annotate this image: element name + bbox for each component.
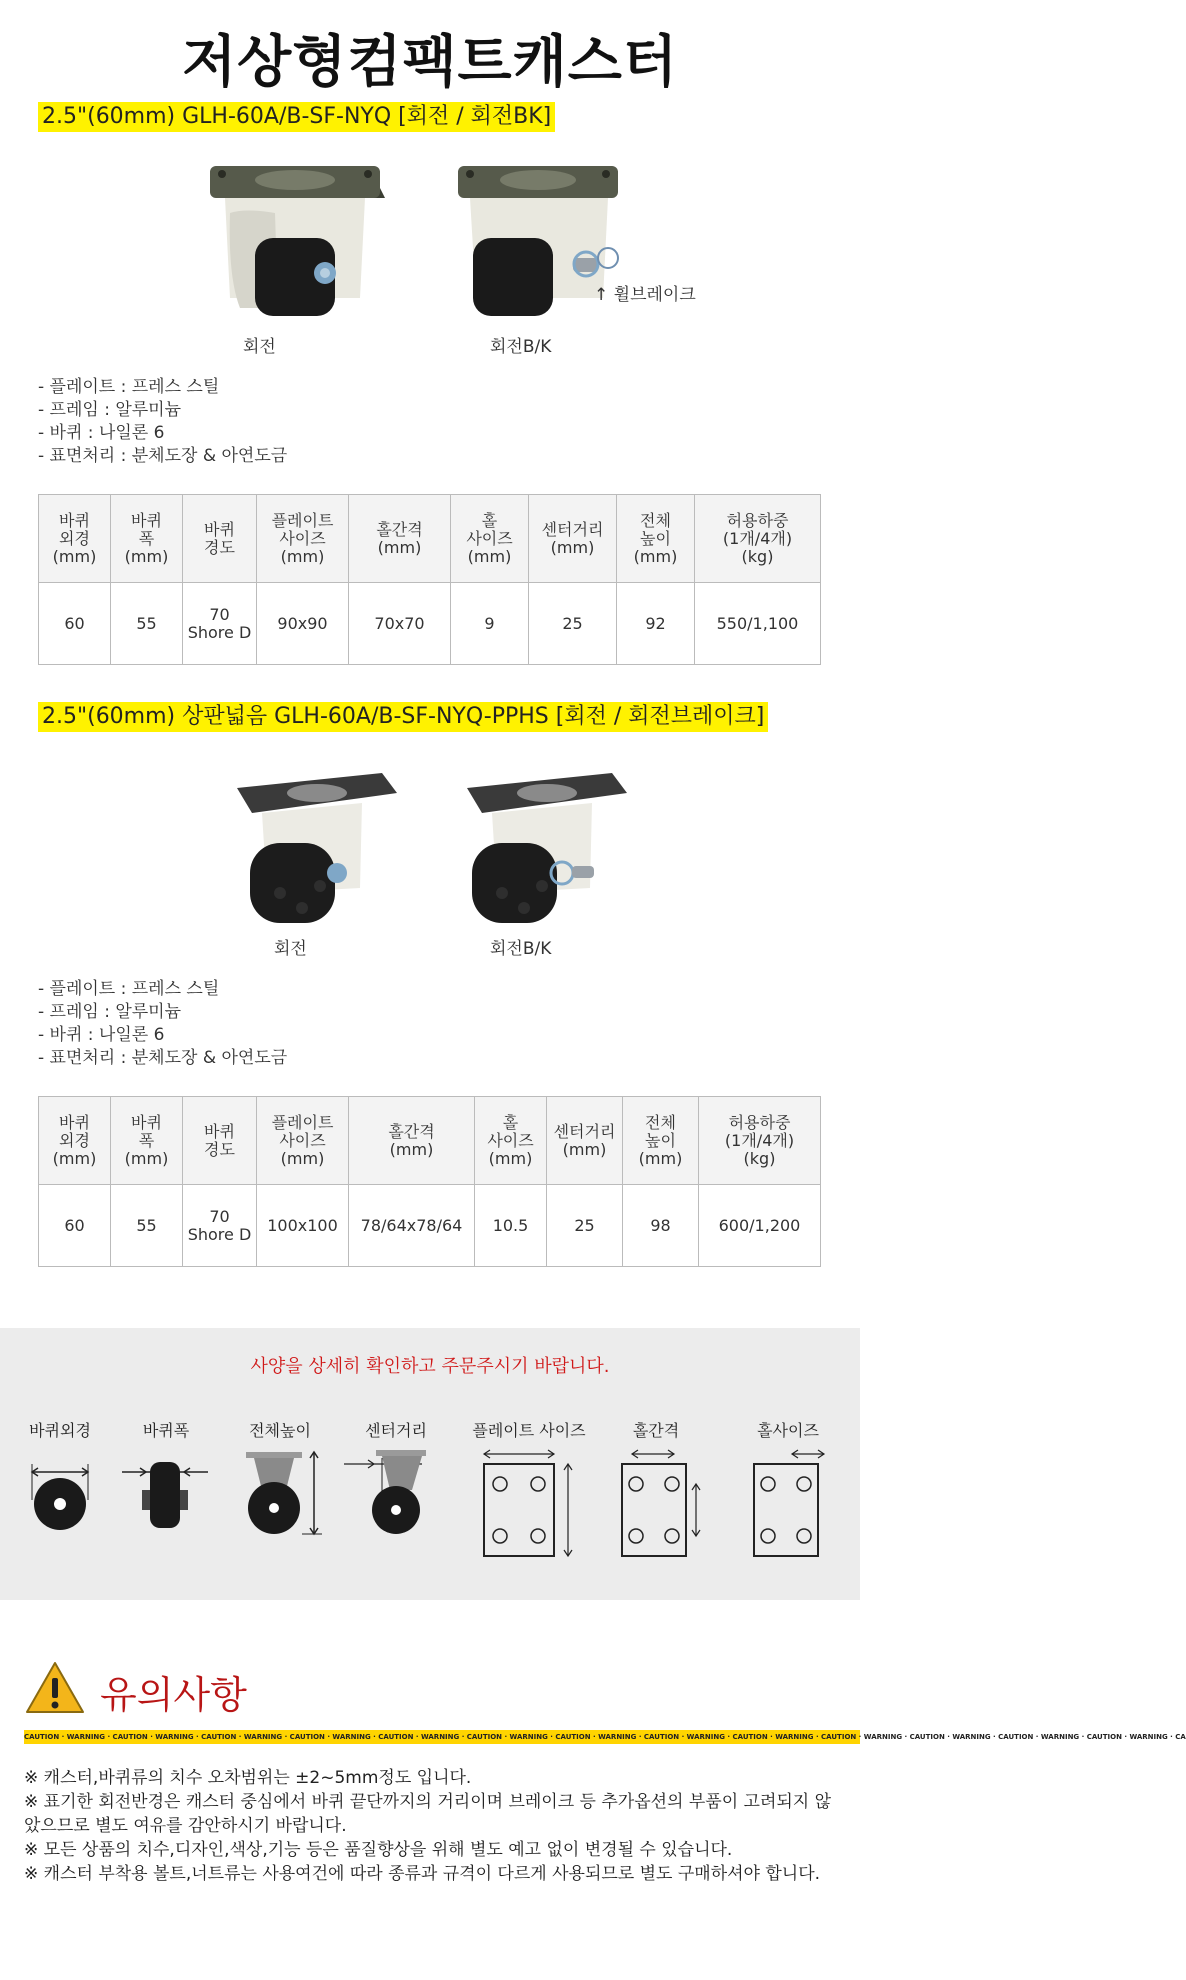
- table-cell: 25: [529, 583, 617, 665]
- table-header-row: [39, 1097, 821, 1185]
- table-cell: 55: [111, 583, 183, 665]
- spec-item: - 플레이트 : 프레스 스틸: [38, 979, 220, 999]
- table-cell: 70 Shore D: [183, 583, 257, 665]
- caster-swivel-photo: [200, 158, 390, 328]
- table-cell: 600/1,200: [699, 1185, 821, 1267]
- guide-label: 홀사이즈: [757, 1421, 819, 1440]
- photo-caption: 회전: [274, 939, 307, 959]
- table-cell: 92: [617, 583, 695, 665]
- guide-label: 전체높이: [249, 1421, 311, 1440]
- table-cell: 9: [451, 583, 529, 665]
- spec-item: - 프레임 : 알루미늄: [38, 1002, 182, 1022]
- table-cell: 60: [39, 583, 111, 665]
- caution-note: ※ 캐스터 부착용 볼트,너트류는 사용여건에 따라 종류과 규격이 다르게 사용되므로 별도 구매하셔야 합니다.: [24, 1864, 821, 1884]
- spec-table: [38, 494, 821, 665]
- caster-swivel-photo: [232, 768, 402, 928]
- table-header: 플레이트 사이즈 (mm): [257, 1097, 349, 1185]
- table-cell: 70x70: [349, 583, 451, 665]
- table-header: 센터거리 (mm): [547, 1097, 623, 1185]
- table-header: 허용하중 (1개/4개) (kg): [695, 495, 821, 583]
- spec-item: - 프레임 : 알루미늄: [38, 400, 182, 420]
- spec-table: [38, 1096, 821, 1267]
- caution-strip: CAUTION · WARNING · CAUTION · WARNING · CAUTION · WARNING · CAUTION · WARNING · CAUTION · WARNING · CAUTION · WARNING · CAUTION · WARNING · CAUTION · WARNING · CAUTION · WARNING · CAUTION · WARNING · CAUTION · WARNING · CAUTION · WARNING · CAUTION · WARNING · CA: [24, 1730, 860, 1744]
- table-row: [39, 1185, 821, 1267]
- table-header: 바퀴 폭 (mm): [111, 495, 183, 583]
- table-header: 홀 사이즈 (mm): [451, 495, 529, 583]
- caution-note: ※ 표기한 회전반경은 캐스터 중심에서 바퀴 끝단까지의 거리이며 브레이크 등 추가옵션의 부품이 고려되지 않았으므로 별도 여유를 감안하시기 바랍니다.: [24, 1792, 832, 1836]
- section1-heading: 2.5"(60mm) GLH-60A/B-SF-NYQ [회전 / 회전BK]: [38, 102, 555, 132]
- table-cell: 70 Shore D: [183, 1185, 257, 1267]
- table-cell: 10.5: [475, 1185, 547, 1267]
- photo-caption: 회전B/K: [490, 337, 552, 357]
- table-header: 바퀴 외경 (mm): [39, 495, 111, 583]
- hole-spacing-icon: [620, 1450, 710, 1560]
- spec-item: - 바퀴 : 나일론 6: [38, 1025, 165, 1045]
- table-header: 바퀴 경도: [183, 495, 257, 583]
- spec-list: [38, 376, 287, 468]
- table-header: 홀간격 (mm): [349, 1097, 475, 1185]
- center-distance-icon: [342, 1450, 442, 1540]
- guide-label: 바퀴외경: [29, 1421, 91, 1440]
- table-header-row: [39, 495, 821, 583]
- table-header: 바퀴 폭 (mm): [111, 1097, 183, 1185]
- table-row: [39, 583, 821, 665]
- caution-notes: [24, 1766, 840, 1886]
- caution-title: 유의사항: [100, 1673, 247, 1717]
- plate-size-icon: [482, 1450, 582, 1560]
- warning-triangle-icon: [24, 1660, 86, 1716]
- guide-label: 센터거리: [365, 1421, 427, 1440]
- guide-label: 플레이트 사이즈: [472, 1421, 586, 1440]
- table-cell: 98: [623, 1185, 699, 1267]
- wheel-width-icon: [120, 1450, 210, 1530]
- table-cell: 90x90: [257, 583, 349, 665]
- table-cell: 25: [547, 1185, 623, 1267]
- caution-note: ※ 모든 상품의 치수,디자인,색상,기능 등은 품질향상을 위해 별도 예고 없이 변경될 수 있습니다.: [24, 1840, 733, 1860]
- guide-title: 사양을 상세히 확인하고 주문주시기 바랍니다.: [250, 1356, 610, 1377]
- section2-heading: 2.5"(60mm) 상판넓음 GLH-60A/B-SF-NYQ-PPHS [회전 / 회전브레이크]: [38, 702, 768, 732]
- photo-caption: 회전: [243, 337, 276, 357]
- table-header: 홀간격 (mm): [349, 495, 451, 583]
- table-header: 허용하중 (1개/4개) (kg): [699, 1097, 821, 1185]
- wheel-diameter-icon: [28, 1450, 92, 1530]
- table-header: 바퀴 외경 (mm): [39, 1097, 111, 1185]
- photo-caption: 회전B/K: [490, 939, 552, 959]
- table-header: 센터거리 (mm): [529, 495, 617, 583]
- table-cell: 550/1,100: [695, 583, 821, 665]
- table-cell: 60: [39, 1185, 111, 1267]
- spec-item: - 플레이트 : 프레스 스틸: [38, 377, 220, 397]
- spec-item: - 표면처리 : 분체도장 & 아연도금: [38, 446, 288, 466]
- table-header: 전체 높이 (mm): [617, 495, 695, 583]
- total-height-icon: [244, 1450, 324, 1540]
- spec-item: - 바퀴 : 나일론 6: [38, 423, 165, 443]
- spec-list: [38, 978, 287, 1070]
- hole-size-icon: [752, 1450, 832, 1560]
- guide-label: 홀간격: [632, 1421, 680, 1440]
- table-header: 플레이트 사이즈 (mm): [257, 495, 349, 583]
- caster-brake-photo: [462, 768, 632, 928]
- spec-item: - 표면처리 : 분체도장 & 아연도금: [38, 1048, 288, 1068]
- table-header: 바퀴 경도: [183, 1097, 257, 1185]
- guide-label: 바퀴폭: [142, 1421, 190, 1440]
- brake-note: ↑ 휠브레이크: [594, 285, 696, 305]
- page-title: 저상형컴팩트캐스터: [182, 30, 678, 95]
- table-cell: 55: [111, 1185, 183, 1267]
- table-cell: 78/64x78/64: [349, 1185, 475, 1267]
- caution-note: ※ 캐스터,바퀴류의 치수 오차범위는 ±2~5mm정도 입니다.: [24, 1768, 472, 1788]
- table-header: 홀 사이즈 (mm): [475, 1097, 547, 1185]
- table-cell: 100x100: [257, 1185, 349, 1267]
- table-header: 전체 높이 (mm): [623, 1097, 699, 1185]
